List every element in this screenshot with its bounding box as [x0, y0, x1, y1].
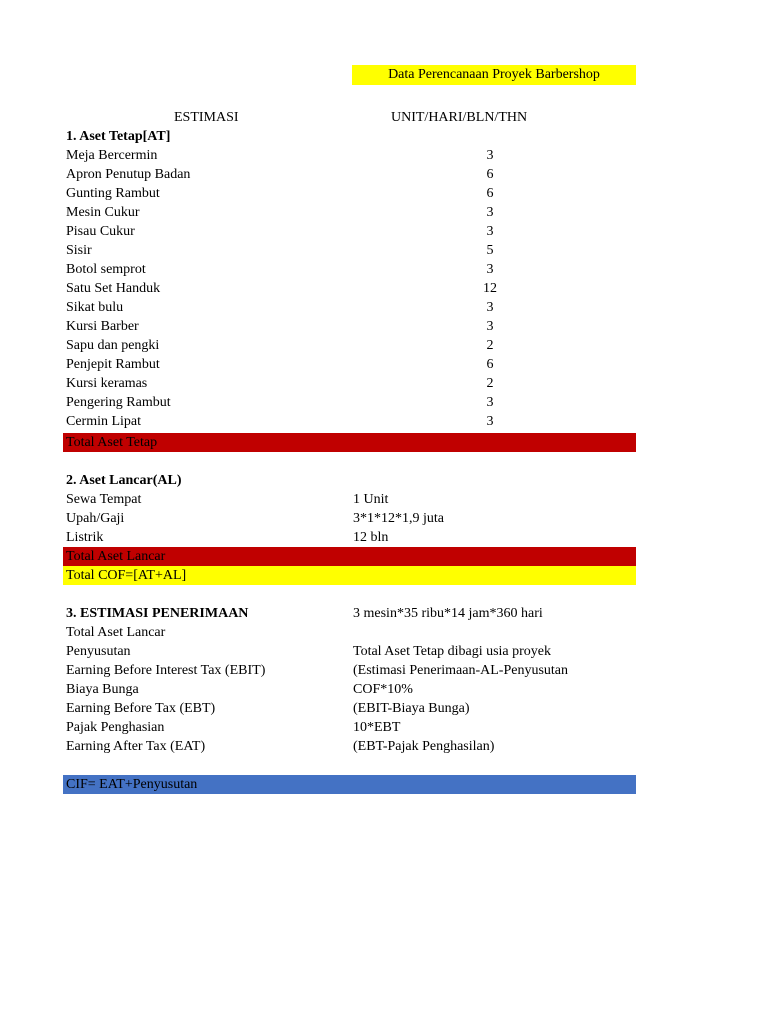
- item-value: 3: [486, 148, 494, 163]
- cif-band: CIF= EAT+Penyusutan: [63, 775, 636, 794]
- item-value: 1 Unit: [353, 492, 389, 507]
- item-value: 6: [486, 186, 494, 201]
- item-value: 3: [486, 414, 494, 429]
- list-item: [66, 336, 636, 355]
- list-item: [66, 241, 636, 260]
- item-value: COF*10%: [353, 682, 413, 697]
- list-item: [66, 165, 636, 184]
- item-value: (EBIT-Biaya Bunga): [353, 701, 470, 716]
- item-value: 3: [486, 395, 494, 410]
- item-value: 6: [486, 357, 494, 372]
- total-aset-tetap-band: Total Aset Tetap: [63, 433, 636, 452]
- section1-heading: [66, 127, 636, 146]
- list-item: [66, 393, 636, 412]
- list-item: [66, 184, 636, 203]
- item-value: 2: [486, 338, 494, 353]
- item-label: Gunting Rambut: [66, 186, 160, 201]
- list-item: [66, 737, 636, 756]
- item-label: Sapu dan pengki: [66, 338, 160, 353]
- list-item: [66, 412, 636, 431]
- item-label: Meja Bercermin: [66, 148, 158, 163]
- list-item: [66, 317, 636, 336]
- item-label: Pajak Penghasian: [66, 720, 165, 735]
- item-label: Earning Before Interest Tax (EBIT): [66, 663, 266, 678]
- item-label: Earning After Tax (EAT): [66, 739, 206, 754]
- item-label: Satu Set Handuk: [66, 281, 161, 296]
- item-label: Kursi keramas: [66, 376, 148, 391]
- item-value: 12: [483, 281, 497, 296]
- item-value: (EBT-Pajak Penghasilan): [353, 739, 495, 754]
- list-item: [66, 528, 636, 547]
- list-item: [66, 718, 636, 737]
- section3-heading-value: 3 mesin*35 ribu*14 jam*360 hari: [353, 606, 543, 621]
- item-value: 3: [486, 224, 494, 239]
- item-value: 12 bln: [353, 530, 389, 545]
- item-label: Total Aset Lancar: [66, 625, 166, 640]
- item-label: Pisau Cukur: [66, 224, 135, 239]
- item-value: 5: [486, 243, 494, 258]
- list-item: [66, 623, 636, 642]
- list-item: [66, 642, 636, 661]
- item-label: Pengering Rambut: [66, 395, 171, 410]
- item-label: Earning Before Tax (EBT): [66, 701, 216, 716]
- item-label: Mesin Cukur: [66, 205, 140, 220]
- item-value: Total Aset Tetap dibagi usia proyek: [353, 644, 552, 659]
- item-label: Biaya Bunga: [66, 682, 139, 697]
- item-value: (Estimasi Penerimaan-AL-Penyusutan: [353, 663, 569, 678]
- list-item: [66, 298, 636, 317]
- item-value: 3: [486, 319, 494, 334]
- section1-heading-label: 1. Aset Tetap[AT]: [66, 129, 171, 144]
- item-label: Kursi Barber: [66, 319, 139, 334]
- item-label: Botol semprot: [66, 262, 146, 277]
- item-label: Sewa Tempat: [66, 492, 142, 507]
- item-value: 3: [486, 205, 494, 220]
- list-item: [66, 661, 636, 680]
- item-value: 6: [486, 167, 494, 182]
- item-label: Listrik: [66, 530, 104, 545]
- item-label: Upah/Gaji: [66, 511, 125, 526]
- sheet-title: Data Perencanaan Proyek Barbershop: [352, 65, 636, 85]
- list-item: [66, 355, 636, 374]
- header-unit: UNIT/HARI/BLN/THN: [391, 110, 528, 125]
- section2-heading: [66, 471, 636, 490]
- item-label: Sisir: [66, 243, 92, 258]
- item-value: 10*EBT: [353, 720, 401, 735]
- list-item: [66, 509, 636, 528]
- list-item: [66, 490, 636, 509]
- total-aset-lancar-band: Total Aset Lancar: [63, 547, 636, 566]
- item-label: Penjepit Rambut: [66, 357, 160, 372]
- item-label: Apron Penutup Badan: [66, 167, 191, 182]
- item-label: Cermin Lipat: [66, 414, 142, 429]
- list-item: [66, 146, 636, 165]
- list-item: [66, 203, 636, 222]
- list-item: [66, 680, 636, 699]
- item-value: 3*1*12*1,9 juta: [353, 511, 444, 526]
- item-value: 3: [486, 300, 494, 315]
- list-item: [66, 279, 636, 298]
- list-item: [66, 222, 636, 241]
- header-estimasi: ESTIMASI: [174, 110, 239, 125]
- item-label: Sikat bulu: [66, 300, 124, 315]
- section3-heading-label: 3. ESTIMASI PENERIMAAN: [66, 606, 249, 621]
- item-label: Penyusutan: [66, 644, 131, 659]
- list-item: [66, 374, 636, 393]
- section2-heading-label: 2. Aset Lancar(AL): [66, 473, 182, 488]
- item-value: 3: [486, 262, 494, 277]
- section3-heading: [66, 604, 636, 623]
- total-cof-band: Total COF=[AT+AL]: [63, 566, 636, 585]
- list-item: [66, 260, 636, 279]
- item-value: 2: [486, 376, 494, 391]
- list-item: [66, 699, 636, 718]
